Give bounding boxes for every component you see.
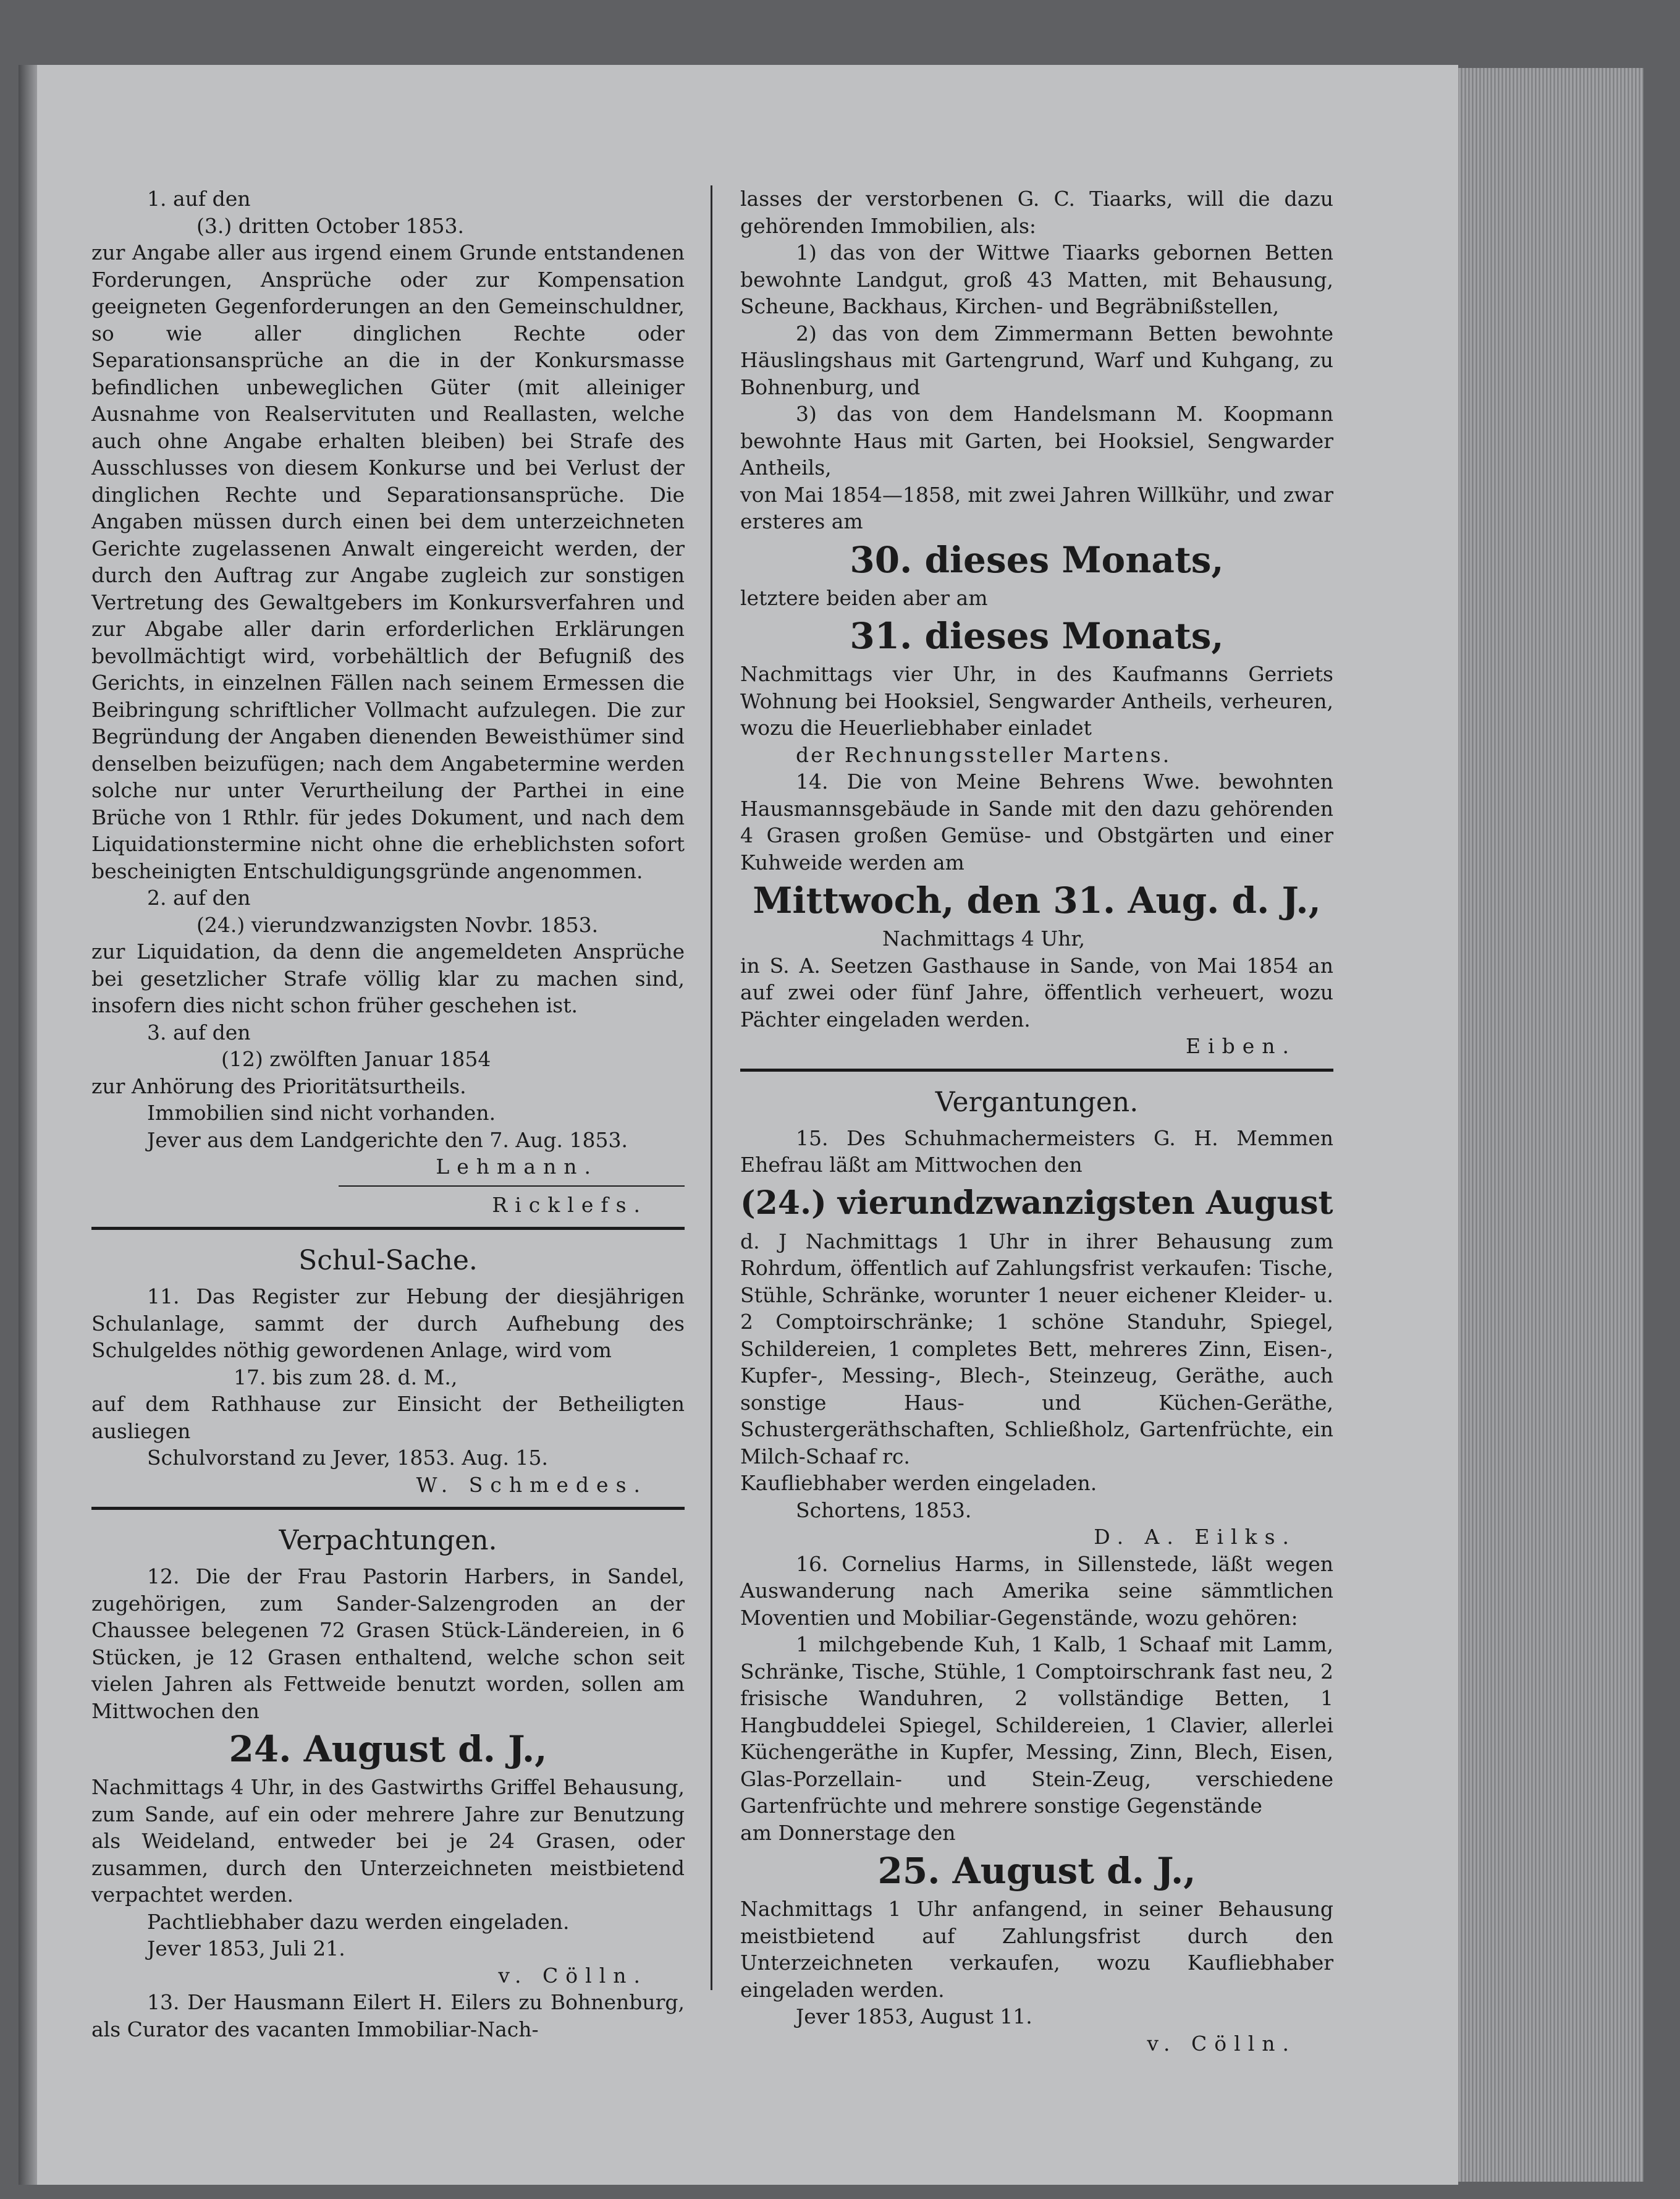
notice-text: Nachmittags 1 Uhr anfangend, in seiner Behausung meistbietend auf Zahlungsfrist durch den Unterzeichneten verkaufen, wozu Kaufliebhaber eingeladen werden. <box>740 1897 1333 2002</box>
date-line: (3.) dritten October 1853. <box>196 213 465 238</box>
notice-text: Nachmittags 4 Uhr, in des Gastwirths Griffel Behausung, zum Sande, auf ein oder mehrere Jahre zur Benutzung als Weideland, entweder bei je 24 Grasen, oder zusammen, durch den Unterzeichneten meistbietend verpachtet werden. <box>91 1775 685 1907</box>
column-divider <box>711 185 712 1990</box>
signature: v. Cölln. <box>1147 2031 1296 2056</box>
notice-text: Kaufliebhaber werden eingeladen. <box>740 1471 1097 1495</box>
signature-rule <box>339 1185 685 1187</box>
notice-text: Schortens, 1853. <box>796 1498 972 1522</box>
date-headline: 31. dieses Monats, <box>850 615 1224 657</box>
notice-text: 3. auf den <box>147 1020 251 1044</box>
time-line: Nachmittags 4 Uhr, <box>882 926 1086 951</box>
notice-text: 11. Das Register zur Hebung der diesjährigen Schulanlage, sammt der durch Aufhebung des Schulgeldes nöthig gewordenen Anlage, wird vom <box>91 1284 685 1362</box>
page-stack-edge <box>1458 68 1644 2182</box>
list-item: 1) das von der Wittwe Tiaarks gebornen Betten bewohnte Landgut, groß 43 Matten, mit Behausung, Scheune, Backhaus, Kirchen- und Begräbnißstellen, <box>740 240 1333 318</box>
notice-text: Jever 1853, August 11. <box>796 2004 1032 2028</box>
signature: Lehmann. <box>436 1155 598 1179</box>
notice-text: zur Liquidation, da denn die angemeldeten Ansprüche bei gesetzlicher Strafe völlig klar zu machen sind, insofern dies nicht schon früher geschehen ist. <box>91 939 685 1017</box>
notice-text: am Donnerstage den <box>740 1820 956 1845</box>
notice-text: Immobilien sind nicht vorhanden. <box>147 1101 496 1125</box>
notice-text: 2. auf den <box>147 886 251 910</box>
notice-text: zur Anhörung des Prioritätsurtheils. <box>91 1074 466 1098</box>
notice-text: 13. Der Hausmann Eilert H. Eilers zu Bohnenburg, als Curator des vacanten Immobiliar-Nach- <box>91 1990 685 2041</box>
section-heading: Vergantungen. <box>935 1086 1139 1118</box>
notice-text: lasses der verstorbenen G. C. Tiaarks, will die dazu gehörenden Immobilien, als: <box>740 187 1333 238</box>
notice-text: auf dem Rathhause zur Einsicht der Betheiligten ausliegen <box>91 1392 685 1443</box>
notice-text: Nachmittags vier Uhr, in des Kaufmanns Gerriets Wohnung bei Hooksiel, Sengwarder Antheils, verheuren, wozu die Heuerliebhaber einladet <box>740 662 1333 740</box>
signature: Eiben. <box>1185 1034 1296 1058</box>
date-line: (24.) vierundzwanzigsten Novbr. 1853. <box>196 912 599 937</box>
date-headline: 25. August d. J., <box>877 1850 1196 1892</box>
notice-text: Pachtliebhaber dazu werden eingeladen. <box>147 1909 570 1934</box>
page-gutter <box>19 65 37 2185</box>
date-headline: Mittwoch, den 31. Aug. d. J., <box>753 879 1321 922</box>
date-headline: (24.) vierundzwanzigsten August <box>740 1184 1333 1222</box>
notice-text: 1. auf den <box>147 187 251 211</box>
section-rule <box>740 1069 1333 1072</box>
signature: D. A. Eilks. <box>1094 1525 1296 1549</box>
right-column <box>740 185 1333 2057</box>
notice-text: Jever 1853, Juli 21. <box>147 1936 345 1960</box>
notice-text: 16. Cornelius Harms, in Sillenstede, läßt wegen Auswanderung nach Amerika seine sämmtlichen Moventien und Mobiliar-Gegenstände, wozu gehören: <box>740 1551 1333 1630</box>
notice-text: 15. Des Schuhmachermeisters G. H. Memmen Ehefrau läßt am Mittwochen den <box>740 1125 1333 1177</box>
notice-text: 12. Die der Frau Pastorin Harbers, in Sandel, zugehörigen, zum Sander-Salzengroden an der Chaussee belegenen 72 Grasen Stück-Ländereien, in 6 Stücken, je 12 Grasen enthaltend, welche schon seit vielen Jahren als Fettweide benutzt worden, sollen am Mittwochen den <box>91 1564 685 1723</box>
signature: v. Cölln. <box>498 1963 648 1988</box>
notice-text: letztere beiden aber am <box>740 585 988 610</box>
notice-text: d. J Nachmittags 1 Uhr in ihrer Behausung zum Rohrdum, öffentlich auf Zahlungsfrist verkaufen: Tische, Stühle, Schränke, worunter 1 neuer eichener Kleider- u. 2 Comptoirschränke; 1 schöne Standuhr, Spiegel, Schildereien, 1 completes Bett, mehreres Zinn, Eisen-, Kupfer-, Messing-, Blech-, Steinzeug, Geräthe, auch sonstige Haus- und Küchen-Geräthe, Schustergeräthschaften, Schließholz, Gartenfrüchte, ein Milch-Schaaf rc. <box>740 1229 1333 1468</box>
notice-text: Schulvorstand zu Jever, 1853. Aug. 15. <box>147 1446 548 1470</box>
notice-text: 14. Die von Meine Behrens Wwe. bewohnten Hausmannsgebäude in Sande mit den dazu gehörenden 4 Grasen großen Gemüse- und Obstgärten und einer Kuhweide werden am <box>740 769 1333 875</box>
notice-text: 1 milchgebende Kuh, 1 Kalb, 1 Schaaf mit Lamm, Schränke, Tische, Stühle, 1 Comptoirschrank fast neu, 2 frisische Wanduhren, 2 vollständige Betten, 1 Hangbuddelei Spiegel, Schildereien, 1 Clavier, allerlei Küchengeräthe in Kupfer, Messing, Zinn, Blech, Eisen, Glas-Porzellain- und Stein-Zeug, verschiedene Gartenfrüchte und mehrere sonstige Gegenstände <box>740 1632 1333 1818</box>
list-item: 2) das von dem Zimmermann Betten bewohnte Häuslingshaus mit Gartengrund, Warf und Kuhgang, zu Bohnenburg, und <box>740 321 1333 399</box>
notice-text: von Mai 1854—1858, mit zwei Jahren Willkühr, und zwar ersteres am <box>740 482 1333 533</box>
signature: der Rechnungssteller Martens. <box>796 742 1171 767</box>
list-item: 3) das von dem Handelsmann M. Koopmann bewohnte Haus mit Garten, bei Hooksiel, Sengwarder Antheils, <box>740 402 1333 480</box>
section-heading: Verpachtungen. <box>279 1525 497 1556</box>
date-headline: 30. dieses Monats, <box>850 538 1224 581</box>
date-headline: 24. August d. J., <box>229 1728 547 1770</box>
section-rule <box>91 1507 685 1510</box>
date-line: 17. bis zum 28. d. M., <box>234 1365 458 1389</box>
notice-text: Jever aus dem Landgerichte den 7. Aug. 1853. <box>147 1127 628 1152</box>
section-rule <box>91 1227 685 1230</box>
notice-text: in S. A. Seetzen Gasthause in Sande, von Mai 1854 an auf zwei oder fünf Jahre, öffentlich verheuert, wozu Pächter eingeladen werden. <box>740 953 1333 1032</box>
date-line: (12) zwölften Januar 1854 <box>221 1047 491 1071</box>
signature: W. Schmedes. <box>416 1472 648 1497</box>
notice-text: zur Angabe aller aus irgend einem Grunde entstandenen Forderungen, Ansprüche oder zur Kompensation geeigneten Gegenforderungen an den Gemeinschuldner, so wie aller dinglichen Rechte oder Separationsansprüche an die in der Konkursmasse befindlichen unbeweglichen Güter (mit alleiniger Ausnahme von Realservituten und Reallasten, welche auch ohne Angabe erhalten bleiben) bei Strafe des Ausschlusses von diesem Konkurse und bei Verlust der dinglichen Rechte und Separationsansprüche. Die Angaben müssen durch einen bei dem unterzeichneten Gerichte zugelassenen Anwalt eingereicht werden, der durch den Auftrag zur Angabe zugleich zur sonstigen Vertretung des Gewaltgebers im Konkursverfahren und zur Abgabe aller darin erforderlichen Erklärungen bevollmächtigt wird, vorbehältlich der Befugniß des Gerichts, in einzelnen Fällen nach seinem Ermessen die Beibringung schriftlicher Vollmacht aufzulegen. Die zur Begründung der Angaben dienenden Beweisthümer sind denselben beizufügen; nach dem Angabetermine werden solche nur unter Verurtheilung der Parthei in eine Brüche von 1 Rthlr. für jedes Dokument, und nach dem Liquidationstermine nicht ohne die erheblichsten sofort bescheinigten Entschuldigungsgründe angenommen. <box>91 240 685 883</box>
section-heading: Schul-Sache. <box>298 1245 478 1276</box>
left-column <box>91 185 685 2043</box>
signature: Ricklefs. <box>492 1192 648 1217</box>
